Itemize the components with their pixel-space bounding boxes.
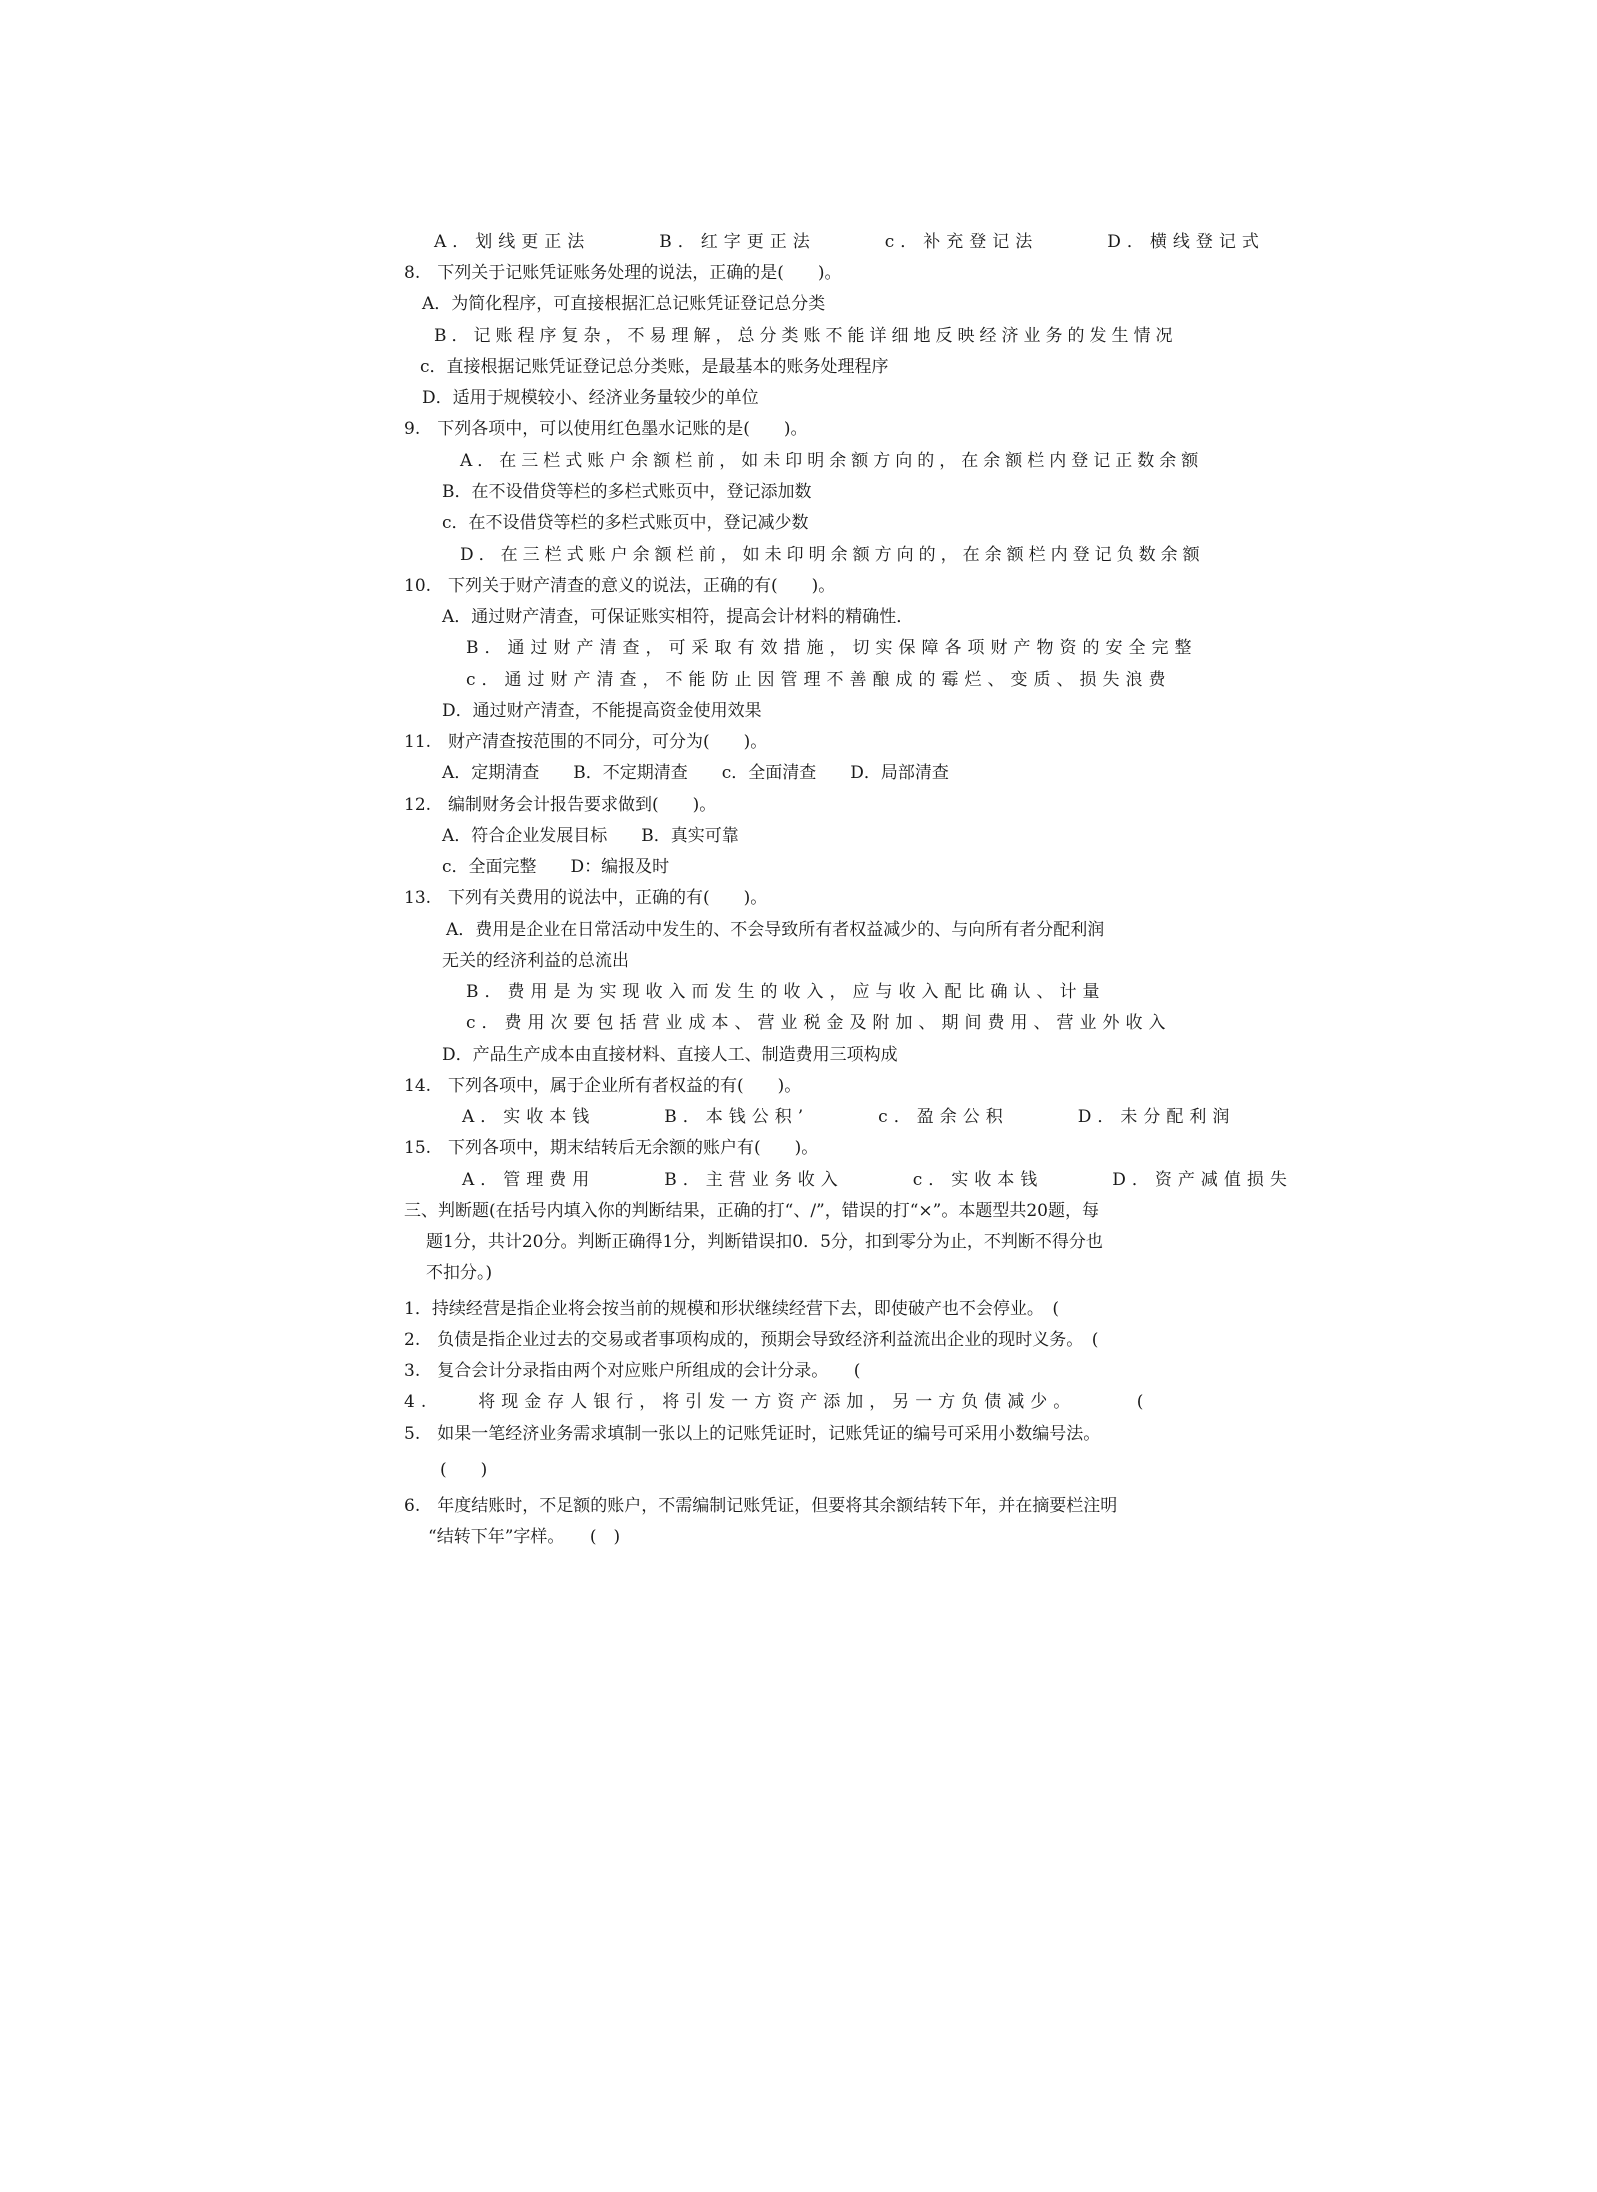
q9-option-d: D．在三栏式账户余额栏前，如未印明余额方向的，在余额栏内登记负数余额 [460,545,1205,565]
q13-option-b: B．费用是为实现收入而发生的收入，应与收入配比确认、计量 [466,982,1106,1002]
judgment-6-cont: “结转下年”字样。 ( ) [428,1527,621,1547]
q9-option-b: B．在不设借贷等栏的多栏式账页中，登记添加数 [442,482,812,502]
q9-option-c: c．在不设借贷等栏的多栏式账页中，登记减少数 [442,513,809,533]
judgment-6: 6. 年度结账时，不足额的账户，不需编制记账凭证，但要将其余额结转下年，并在摘要栏注明 [404,1496,1118,1516]
question-8: 8. 下列关于记账凭证账务处理的说法，正确的是( )。 [404,263,842,283]
q8-option-a: A．为简化程序，可直接根据汇总记账凭证登记总分类 [422,294,826,314]
question-10: 10. 下列关于财产清查的意义的说法，正确的有( )。 [404,576,836,596]
judgment-2: 2. 负债是指企业过去的交易或者事项构成的，预期会导致经济利益流出企业的现时义务。 ( [404,1330,1099,1350]
q10-option-c: c．通过财产清查，不能防止因管理不善酿成的霉烂、变质、损失浪费 [466,670,1172,690]
q8-option-b: B．记账程序复杂，不易理解，总分类账不能详细地反映经济业务的发生情况 [434,326,1178,346]
judgment-3: 3. 复合会计分录指由两个对应账户所组成的会计分录。 ( [404,1361,861,1381]
section-3-instructions-3: 不扣分。) [426,1263,493,1283]
section-3-heading: 三、判断题(在括号内填入你的判断结果，正确的打“、/”，错误的打“×”。本题型共20题，每 [404,1201,1099,1221]
q13-option-c: c．费用次要包括营业成本、营业税金及附加、期间费用、营业外收入 [466,1013,1172,1033]
judgment-1: 1．持续经营是指企业将会按当前的规模和形状继续经营下去，即使破产也不会停业。 ( [404,1299,1059,1319]
q10-option-d: D．通过财产清查，不能提高资金使用效果 [442,701,762,721]
q13-option-a: A．费用是企业在日常活动中发生的、不会导致所有者权益减少的、与向所有者分配利润 [446,920,1105,940]
q8-option-d: D．适用于规模较小、经济业务量较少的单位 [422,388,759,408]
judgment-4: 4. 将现金存人银行，将引发一方资产添加，另一方负债减少。 ( [404,1392,1150,1412]
q11-options: A．定期清查 B．不定期清查 c．全面清查 D．局部清查 [442,763,949,783]
question-12: 12. 编制财务会计报告要求做到( )。 [404,795,717,815]
question-11: 11. 财产清查按范围的不同分，可分为( )。 [404,732,768,752]
judgment-5: 5. 如果一笔经济业务需求填制一张以上的记账凭证时，记账凭证的编号可采用小数编号法。 [404,1424,1101,1444]
q13-option-a-cont: 无关的经济利益的总流出 [442,951,629,971]
q10-option-b: B．通过财产清查，可采取有效措施，切实保障各项财产物资的安全完整 [466,638,1198,658]
question-14: 14. 下列各项中，属于企业所有者权益的有( )。 [404,1076,802,1096]
section-3-instructions-2: 题1分，共计20分。判断正确得1分，判断错误扣0．5分，扣到零分为止，不判断不得分也 [426,1232,1103,1252]
question-9: 9. 下列各项中，可以使用红色墨水记账的是( )。 [404,419,808,439]
question-15: 15. 下列各项中，期末结转后无余额的账户有( )。 [404,1138,819,1158]
question-13: 13. 下列有关费用的说法中，正确的有( )。 [404,888,768,908]
q10-option-a: A．通过财产清查，可保证账实相符，提高会计材料的精确性． [442,607,914,627]
q7-options: A．划线更正法 B．红字更正法 c．补充登记法 D．横线登记式 [434,232,1265,252]
q9-option-a: A．在三栏式账户余额栏前，如未印明余额方向的，在余额栏内登记正数余额 [460,451,1204,471]
q12-options-ab: A．符合企业发展目标 B．真实可靠 [442,826,739,846]
q15-options: A．管理费用 B．主营业务收入 c．实收本钱 D．资产减值损失 [462,1170,1293,1190]
q12-options-cd: c．全面完整 D：编报及时 [442,857,670,877]
q14-options: A．实收本钱 B．本钱公积’ c．盈余公积 D．未分配利润 [462,1107,1236,1127]
judgment-5-parens: ( ) [440,1460,488,1480]
q13-option-d: D．产品生产成本由直接材料、直接人工、制造费用三项构成 [442,1045,898,1065]
q8-option-c: c．直接根据记账凭证登记总分类账，是最基本的账务处理程序 [420,357,889,377]
